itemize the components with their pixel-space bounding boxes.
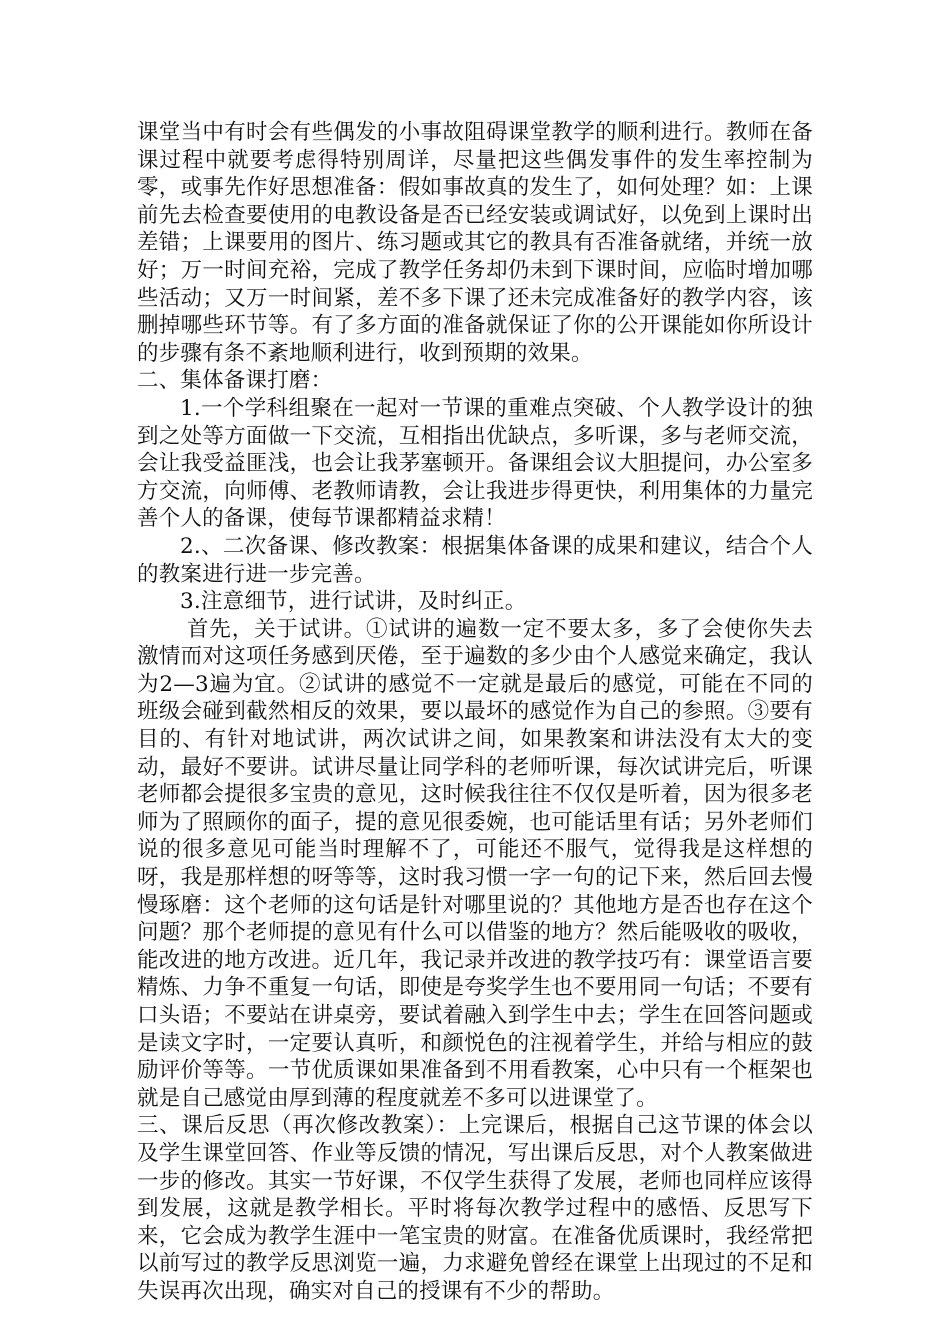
document-body [137, 119, 813, 1306]
paragraph-intro: 课堂当中有时会有些偶发的小事故阻碍课堂教学的顺利进行。教师在备课过程中就要考虑得特别周详，尽量把这些偶发事件的发生率控制为零，或事先作好思想准备：假如事故真的发生了，如何处理？如：上课前先去检查要使用的电教设备是否已经安装或调试好，以免到上课时出差错；上课要用的图片、练习题或其它的教具有否准备就绪，并统一放好；万一时间充裕，完成了教学任务却仍未到下课时间，应临时增加哪些活动；又万一时间紧，差不多下课了还未完成准备好的教学内容，该删掉哪些环节等。有了多方面的准备就保证了你的公开课能如你所设计的步骤有条不紊地顺利进行，收到预期的效果。 [137, 120, 813, 366]
section-reflection: 三、课后反思（再次修改教案）：上完课后，根据自己这节课的体会以及学生课堂回答、作业等反馈的情况，写出课后反思，对个人教案做进一步的修改。其实一节好课，不仅学生获得了发展，老师也同样应该得到发展，这就是教学相长。平时将每次教学过程中的感悟、反思写下来，它会成为教学生涯中一笔宝贵的财富。在准备优质课时，我经常把以前写过的教学反思浏览一遍，力求避免曾经在课堂上出现过的不足和失误再次出现，确实对自己的授课有不少的帮助。 [137, 1113, 813, 1304]
section-heading-collective-prep: 二、集体备课打磨： [137, 368, 333, 394]
paragraph-item-1: 1.一个学科组聚在一起对一节课的重难点突破、个人教学设计的独到之处等方面做一下交流，互相指出优缺点，多听课，多与老师交流，会让我受益匪浅，也会让我茅塞顿开。备课组会议大胆提问，办公室多方交流，向师傅、老教师请教，会让我进步得更快，利用集体的力量完善个人的备课，使每节课都精益求精！ [137, 395, 813, 532]
paragraph-item-2: 2.、二次备课、修改教案：根据集体备课的成果和建议，结合个人的教案进行进一步完善。 [137, 533, 813, 587]
paragraph-trial-lecture: 首先，关于试讲。①试讲的遍数一定不要太多，多了会使你失去激情而对这项任务感到厌倦，至于遍数的多少由个人感觉来确定，我认为2—3遍为宜。②试讲的感觉不一定就是最后的感觉，可能在不同的班级会碰到截然相反的效果，要以最坏的感觉作为自己的参照。③要有目的、有针对地试讲，两次试讲之间，如果教案和讲法没有太大的变动，最好不要讲。试讲尽量让同学科的老师听课，每次试讲完后，听课老师都会提很多宝贵的意见，这时候我往往不仅仅是听着，因为很多老师为了照顾你的面子，提的意见很委婉，也可能话里有话；另外老师们说的很多意见可能当时理解不了，可能还不服气，觉得我是这样想的呀，我是那样想的呀等等，这时我习惯一字一句的记下来，然后回去慢慢琢磨：这个老师的这句话是针对哪里说的？其他地方是否也存在这个问题？那个老师提的意见有什么可以借鉴的地方？然后能吸收的吸收，能改进的地方改进。近几年，我记录并改进的教学技巧有：课堂语言要精炼、力争不重复一句话，即使是夸奖学生也不要用同一句话；不要有口头语；不要站在讲桌旁，要试着融入到学生中去；学生在回答问题或是读文字时，一定要认真听，和颜悦色的注视着学生，并给与相应的鼓励评价等等。一节优质课如果准备到不用看教案，心中只有一个框架也就是自己感觉由厚到薄的程度就差不多可以进课堂了。 [137, 616, 813, 1111]
paragraph-item-3: 3.注意细节，进行试讲，及时纠正。 [180, 589, 527, 615]
